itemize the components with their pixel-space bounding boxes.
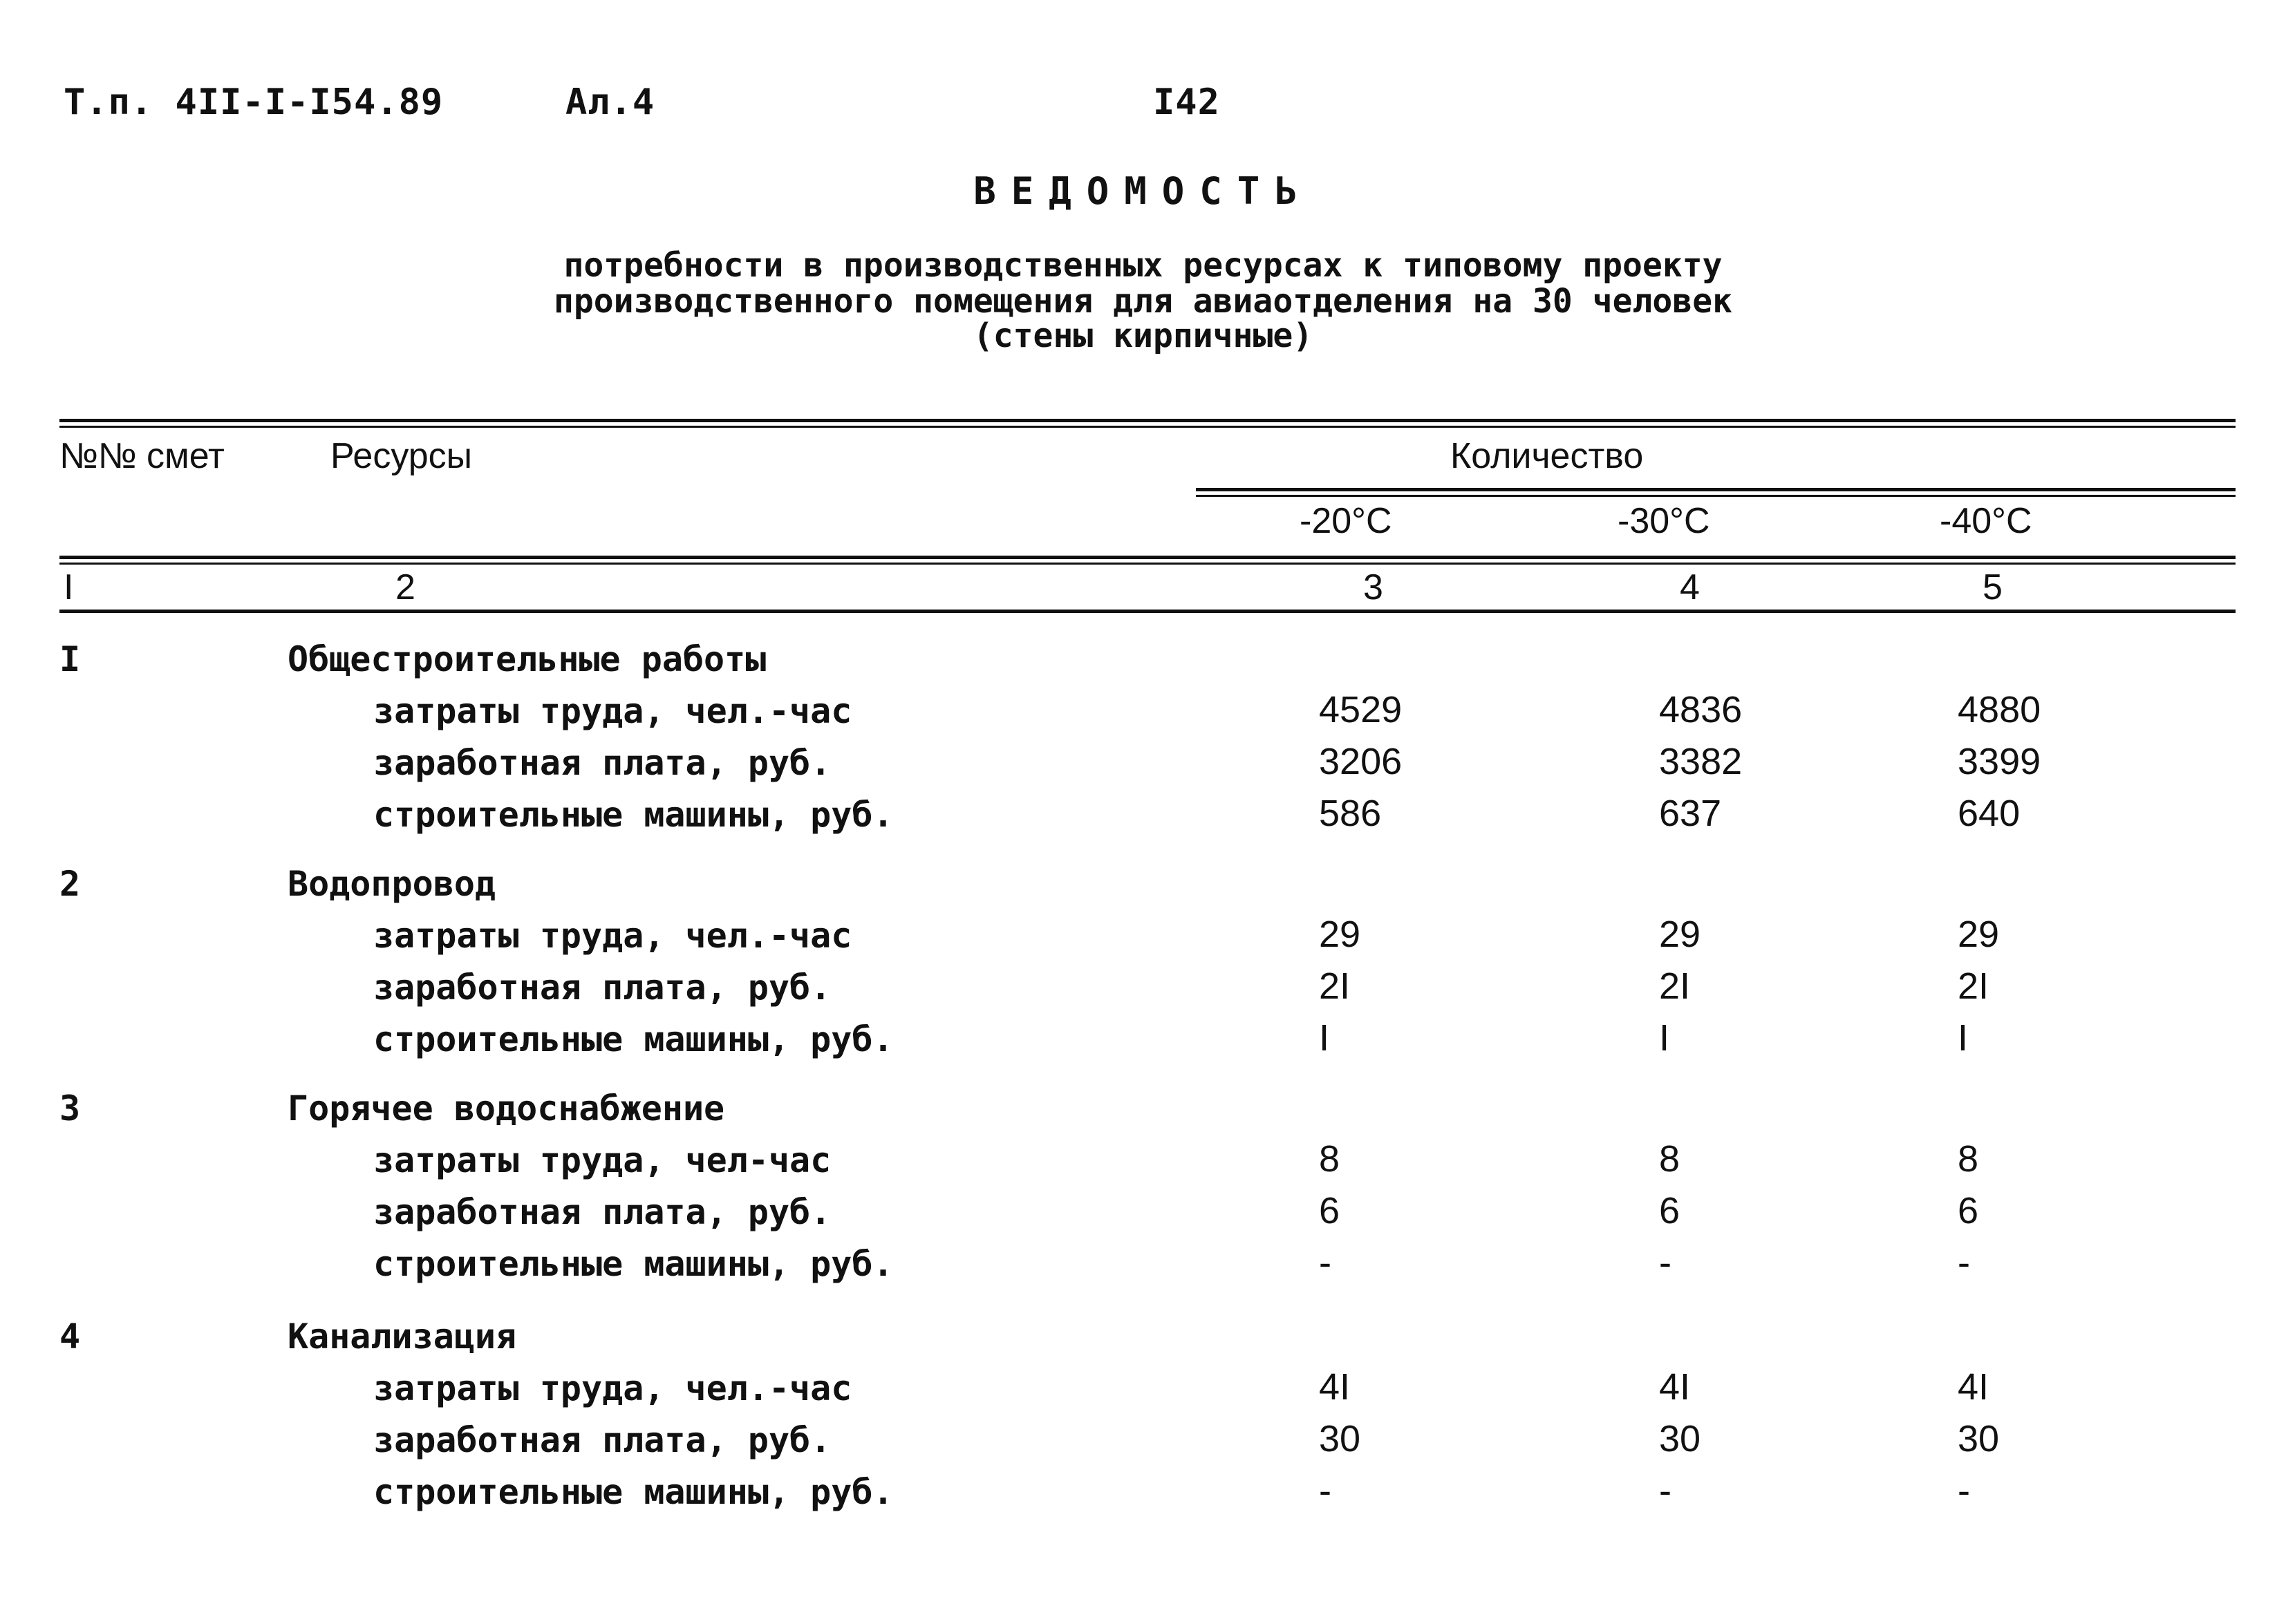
value-minus-40: 4880 (1958, 689, 2041, 730)
resource-row-label: заработная плата, руб. (373, 1420, 832, 1460)
value-minus-40: 29 (1958, 914, 2000, 955)
column-number-2: 2 (395, 567, 415, 607)
value-minus-20: 4I (1319, 1366, 1351, 1408)
temp-column-minus-40: -40°C (1940, 501, 2032, 541)
value-minus-20: 8 (1319, 1138, 1340, 1180)
value-minus-40: 2I (1958, 965, 1989, 1007)
value-minus-40: 4I (1958, 1366, 1989, 1408)
value-minus-20: 586 (1319, 793, 1382, 834)
column-number-5: 5 (1983, 567, 2003, 607)
value-minus-30: 4836 (1659, 689, 1743, 730)
header-bottom-rule (59, 556, 2236, 559)
value-minus-40: 30 (1958, 1418, 2000, 1460)
document-code: Т.п. 4II-I-I54.89 (64, 82, 444, 123)
section-title: Канализация (288, 1316, 517, 1357)
value-minus-30: 8 (1659, 1138, 1680, 1180)
value-minus-40: 640 (1958, 793, 2021, 834)
value-minus-40: 3399 (1958, 741, 2041, 782)
value-minus-20: 2I (1319, 965, 1351, 1007)
section-number: 4 (59, 1316, 81, 1357)
value-minus-30: 4I (1659, 1366, 1691, 1408)
column-header-resources: Ресурсы (330, 436, 473, 476)
value-minus-20: I (1319, 1017, 1330, 1059)
resource-row-label: заработная плата, руб. (373, 743, 832, 783)
value-minus-40: - (1958, 1470, 1970, 1511)
value-minus-20: 30 (1319, 1418, 1361, 1460)
value-minus-20: 6 (1319, 1190, 1340, 1231)
section-number: I (59, 639, 81, 679)
value-minus-40: I (1958, 1017, 1969, 1059)
album-number: Ал.4 (565, 82, 655, 123)
resource-row-label: строительные машины, руб. (373, 1472, 894, 1512)
value-minus-30: - (1659, 1470, 1671, 1511)
value-minus-30: 6 (1659, 1190, 1680, 1231)
value-minus-30: 637 (1659, 793, 1722, 834)
temp-column-minus-20: -20°C (1300, 501, 1392, 541)
column-number-3: 3 (1363, 567, 1383, 607)
column-numbers-bottom-rule (59, 610, 2236, 613)
subtitle-line-3: (стены кирпичные) (973, 317, 1313, 355)
value-minus-30: 2I (1659, 965, 1691, 1007)
table-top-rule (59, 419, 2236, 422)
column-number-4: 4 (1680, 567, 1700, 607)
value-minus-40: - (1958, 1242, 1970, 1283)
table-top-rule-2 (59, 426, 2236, 428)
value-minus-20: - (1319, 1470, 1331, 1511)
resource-row-label: строительные машины, руб. (373, 1019, 894, 1059)
value-minus-20: 3206 (1319, 741, 1403, 782)
resource-row-label: строительные машины, руб. (373, 1244, 894, 1284)
value-minus-40: 8 (1958, 1138, 1979, 1180)
header-bottom-rule-2 (59, 563, 2236, 565)
value-minus-30: 3382 (1659, 741, 1743, 782)
document-title: ВЕДОМОСТЬ (973, 169, 1313, 213)
page-number: I42 (1153, 82, 1220, 123)
section-title: Горячее водоснабжение (288, 1088, 725, 1129)
subtitle-line-2: производственного помещения для авиаотделения на 30 человек (553, 282, 1732, 321)
value-minus-20: 4529 (1319, 689, 1403, 730)
resource-row-label: затраты труда, чел.-час (373, 916, 852, 956)
section-number: 2 (59, 864, 81, 904)
value-minus-40: 6 (1958, 1190, 1979, 1231)
column-number-1: I (64, 567, 74, 607)
value-minus-20: - (1319, 1242, 1331, 1283)
value-minus-20: 29 (1319, 914, 1361, 955)
quantity-subheader-rule-2 (1196, 495, 2236, 497)
value-minus-30: 29 (1659, 914, 1701, 955)
quantity-subheader-rule (1196, 488, 2236, 491)
section-title: Общестроительные работы (288, 639, 767, 679)
resource-row-label: заработная плата, руб. (373, 1192, 832, 1232)
resource-row-label: строительные машины, руб. (373, 795, 894, 835)
value-minus-30: 30 (1659, 1418, 1701, 1460)
column-header-quantity: Количество (1450, 436, 1644, 476)
resource-row-label: заработная плата, руб. (373, 967, 832, 1008)
resource-row-label: затраты труда, чел.-час (373, 691, 852, 731)
resource-row-label: затраты труда, чел-час (373, 1140, 832, 1180)
subtitle-line-1: потребности в производственных ресурсах к типовому проекту (563, 246, 1723, 285)
section-title: Водопровод (288, 864, 496, 904)
resource-row-label: затраты труда, чел.-час (373, 1368, 852, 1408)
temp-column-minus-30: -30°C (1618, 501, 1710, 541)
value-minus-30: I (1659, 1017, 1670, 1059)
section-number: 3 (59, 1088, 81, 1129)
value-minus-30: - (1659, 1242, 1671, 1283)
column-header-estimate: №№ смет (59, 436, 225, 476)
